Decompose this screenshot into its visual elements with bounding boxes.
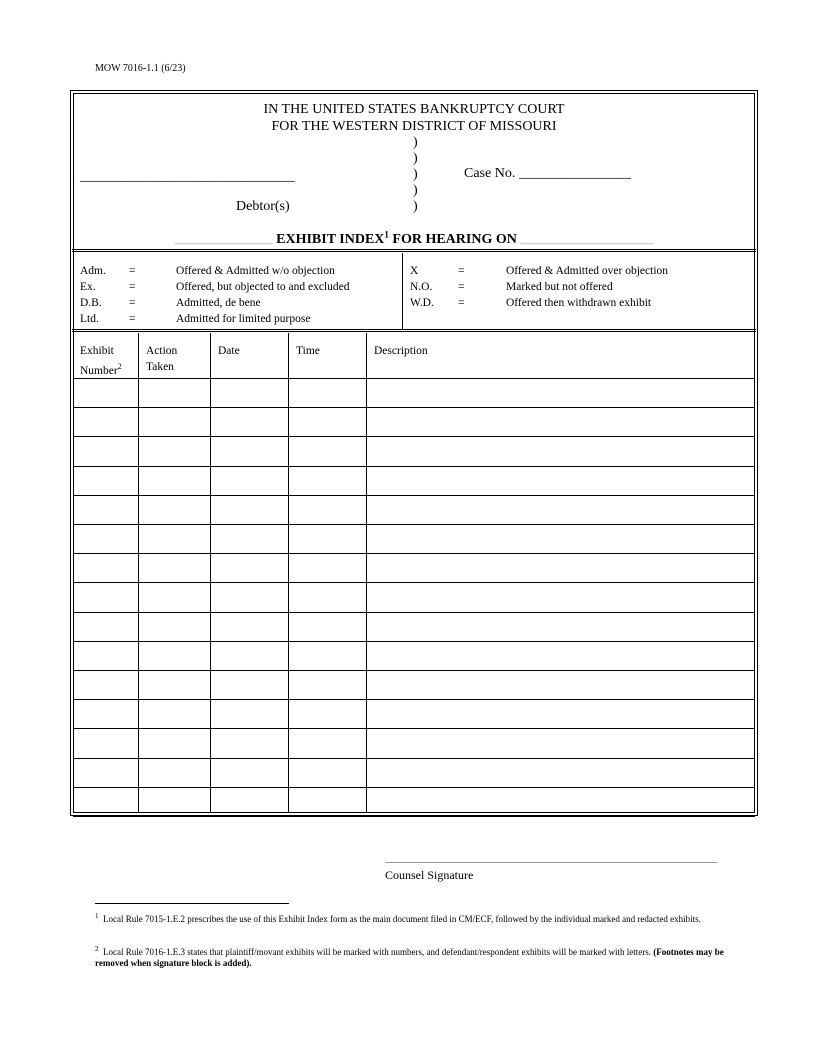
debtor-name-field[interactable]: ________________________________ — [80, 169, 295, 184]
caption-paren: ) — [413, 183, 418, 198]
legend-eq: = — [129, 297, 136, 309]
table-cell[interactable] — [289, 496, 365, 523]
table-cell[interactable] — [367, 496, 754, 523]
legend-meaning-adm: Offered & Admitted w/o objection — [176, 265, 335, 277]
table-cell[interactable] — [139, 788, 209, 815]
table-cell[interactable] — [289, 379, 365, 406]
table-cell[interactable] — [367, 759, 754, 786]
title-text-after: FOR HEARING ON — [388, 231, 517, 247]
table-cell[interactable] — [139, 583, 209, 610]
table-cell[interactable] — [74, 467, 137, 494]
caption-paren: ) — [413, 199, 418, 214]
signature-line[interactable] — [385, 862, 717, 863]
table-cell[interactable] — [289, 583, 365, 610]
table-cell[interactable] — [74, 554, 137, 581]
legend-eq: = — [458, 281, 465, 293]
table-cell[interactable] — [289, 788, 365, 815]
table-cell[interactable] — [211, 729, 287, 756]
table-cell[interactable] — [367, 700, 754, 727]
table-cell[interactable] — [211, 437, 287, 464]
legend-code-adm: Adm. — [80, 265, 106, 277]
table-cell[interactable] — [74, 613, 137, 640]
table-cell[interactable] — [211, 671, 287, 698]
table-cell[interactable] — [211, 759, 287, 786]
table-cell[interactable] — [211, 408, 287, 435]
table-cell[interactable] — [74, 583, 137, 610]
table-cell[interactable] — [367, 788, 754, 815]
table-cell[interactable] — [367, 671, 754, 698]
table-cell[interactable] — [139, 525, 209, 552]
table-cell[interactable] — [139, 408, 209, 435]
table-cell[interactable] — [139, 437, 209, 464]
table-cell[interactable] — [367, 554, 754, 581]
exhibit-index-title — [72, 229, 756, 248]
table-cell[interactable] — [289, 613, 365, 640]
legend-meaning-ltd: Admitted for limited purpose — [176, 313, 311, 325]
table-cell[interactable] — [74, 759, 137, 786]
table-cell[interactable] — [211, 467, 287, 494]
legend-code-ltd: Ltd. — [80, 313, 99, 325]
table-cell[interactable] — [139, 554, 209, 581]
table-cell[interactable] — [139, 759, 209, 786]
caption-paren: ) — [413, 151, 418, 166]
table-cell[interactable] — [139, 467, 209, 494]
legend-code-db: D.B. — [80, 297, 102, 309]
table-cell[interactable] — [367, 408, 754, 435]
table-cell[interactable] — [367, 437, 754, 464]
legend-eq: = — [129, 281, 136, 293]
table-cell[interactable] — [139, 700, 209, 727]
table-cell[interactable] — [211, 788, 287, 815]
legend-code-no: N.O. — [410, 281, 433, 293]
legend-eq: = — [129, 313, 136, 325]
table-cell[interactable] — [289, 437, 365, 464]
table-cell[interactable] — [139, 729, 209, 756]
table-cell[interactable] — [139, 496, 209, 523]
table-cell[interactable] — [139, 379, 209, 406]
legend-eq: = — [458, 265, 465, 277]
title-text: EXHIBIT INDEX — [276, 231, 385, 247]
signature-label: Counsel Signature — [385, 868, 474, 882]
table-row-divider — [73, 816, 755, 817]
table-cell[interactable] — [289, 408, 365, 435]
legend-meaning-ex: Offered, but objected to and excluded — [176, 281, 350, 293]
table-cell[interactable] — [211, 379, 287, 406]
table-cell[interactable] — [74, 379, 137, 406]
table-cell[interactable] — [367, 583, 754, 610]
table-cell[interactable] — [74, 408, 137, 435]
footnote-1: $^1$ Local Rule 7015-1.E.2 prescribes the use of this Exhibit Index form as the main document filed in CM/ECF, followed by the individual marked and redacted exhibits. — [95, 912, 701, 924]
header-exhibit: Exhibit — [80, 345, 114, 357]
court-name-line-2: FOR THE WESTERN DISTRICT OF MISSOURI — [271, 119, 557, 134]
title-blank-left[interactable]: ______________ — [174, 231, 273, 247]
footnote-2: $^2$ Local Rule 7016-1.E.3 states that plaintiff/movant exhibits will be marked with numbers, and defendant/respondent exhibits will be marked with letters. (Footnotes may be removed when signature block is added). — [95, 945, 724, 968]
legend-eq: = — [458, 297, 465, 309]
table-cell[interactable] — [367, 613, 754, 640]
table-cell[interactable] — [289, 729, 365, 756]
table-cell[interactable] — [211, 583, 287, 610]
footnote-mark-2: 2 — [117, 362, 122, 371]
table-cell[interactable] — [211, 642, 287, 669]
legend-eq: = — [129, 265, 136, 277]
legend-code-x: X — [410, 265, 419, 277]
form-code: MOW 7016-1.1 (6/23) — [95, 63, 186, 74]
legend-code-ex: Ex. — [80, 281, 96, 293]
header-number: Number$^2$ — [80, 362, 122, 377]
table-cell[interactable] — [211, 525, 287, 552]
table-cell[interactable] — [367, 729, 754, 756]
header-date: Date — [218, 345, 240, 357]
footnote-mark-1: 1 — [384, 229, 389, 239]
table-cell[interactable] — [367, 467, 754, 494]
legend-meaning-no: Marked but not offered — [506, 281, 613, 293]
table-cell[interactable] — [367, 379, 754, 406]
legend-meaning-wd: Offered then withdrawn exhibit — [506, 297, 652, 309]
table-cell[interactable] — [289, 554, 365, 581]
table-cell[interactable] — [289, 759, 365, 786]
caption-paren: ) — [413, 167, 418, 182]
table-cell[interactable] — [74, 729, 137, 756]
case-number-field[interactable]: Case No. ________________ — [464, 166, 631, 181]
section-divider — [72, 249, 756, 252]
caption-paren: ) — [413, 135, 418, 150]
header-action: Action — [146, 345, 178, 357]
debtor-label: Debtor(s) — [236, 199, 290, 214]
table-cell[interactable] — [211, 700, 287, 727]
footnote-separator — [95, 903, 289, 904]
table-cell[interactable] — [74, 642, 137, 669]
header-description: Description — [374, 345, 428, 357]
table-cell[interactable] — [367, 642, 754, 669]
table-cell[interactable] — [289, 700, 365, 727]
legend-code-wd: W.D. — [410, 297, 434, 309]
header-taken: Taken — [146, 361, 174, 373]
legend-meaning-db: Admitted, de bene — [176, 297, 261, 309]
legend-meaning-x: Offered & Admitted over objection — [506, 265, 669, 277]
table-cell[interactable] — [211, 554, 287, 581]
table-cell[interactable] — [74, 496, 137, 523]
table-cell[interactable] — [74, 525, 137, 552]
table-cell[interactable] — [289, 525, 365, 552]
table-cell[interactable] — [289, 642, 365, 669]
table-cell[interactable] — [211, 496, 287, 523]
table-cell[interactable] — [139, 613, 209, 640]
table-cell[interactable] — [74, 671, 137, 698]
table-cell[interactable] — [74, 788, 137, 815]
table-cell[interactable] — [74, 437, 137, 464]
table-cell[interactable] — [139, 671, 209, 698]
table-cell[interactable] — [367, 525, 754, 552]
table-cell[interactable] — [211, 613, 287, 640]
table-cell[interactable] — [139, 642, 209, 669]
table-cell[interactable] — [74, 700, 137, 727]
section-divider — [72, 329, 756, 332]
table-cell[interactable] — [289, 467, 365, 494]
table-cell[interactable] — [289, 671, 365, 698]
header-time: Time — [296, 345, 320, 357]
hearing-date-field[interactable]: ___________________ — [520, 231, 654, 247]
court-name-line-1: IN THE UNITED STATES BANKRUPTCY COURT — [263, 102, 565, 117]
legend-divider — [402, 253, 403, 329]
